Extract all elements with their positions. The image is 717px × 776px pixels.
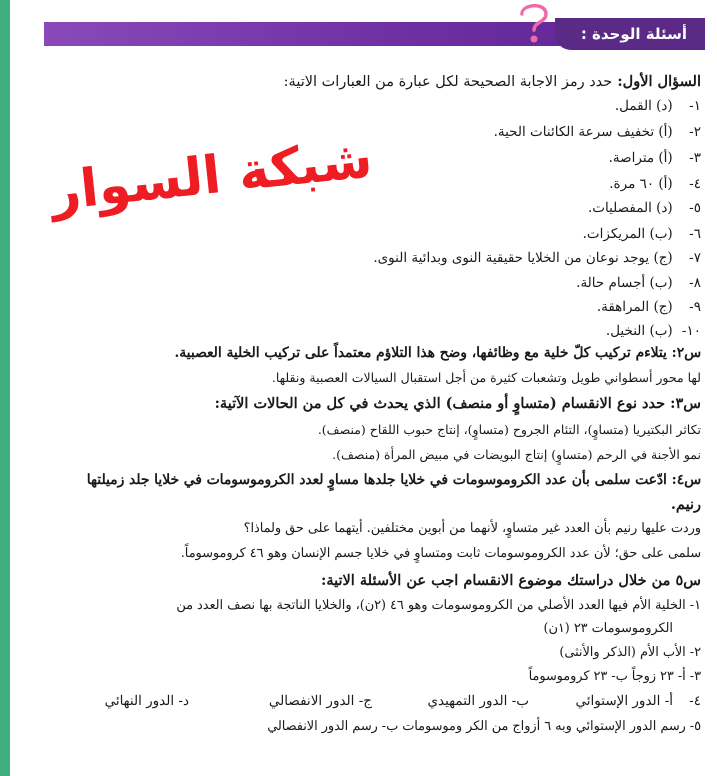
item-text: (ج) المراهقة. (596, 299, 673, 315)
item-number: ٧- (689, 250, 701, 266)
question-mark-icon (512, 0, 556, 46)
q5-item: ٥- رسم الدور الإستوائي وبه ٦ أزواج من الكر وموسومات ب- رسم الدور الانفصالي (267, 719, 701, 734)
q1-heading-line (284, 73, 701, 90)
q5-item-cont: الكروموسومات ٢٣ (١ن) (543, 621, 673, 636)
q5-option-a: أ- الدور الإستوائي (575, 693, 673, 709)
item-number: ١- (689, 98, 701, 114)
q1-item (609, 150, 701, 166)
q5-item-number: ٤- (689, 693, 701, 709)
item-number: ٢- (689, 124, 701, 140)
q4-heading-cont: رنيم. (670, 496, 701, 513)
q1-item (606, 323, 701, 339)
item-text: (أ) تخفيف سرعة الكائنات الحية. (493, 124, 673, 140)
q3-answer-line: تكاثر البكتيريا (متساوٍ)، التئام الجروح (متساوٍ)، إنتاج حبوب اللقاح (منصف). (317, 422, 701, 437)
q3-heading: س٣: حدد نوع الانقسام (متساوٍ أو منصف) الذي يحدث في كل من الحالات الآتية: (214, 395, 701, 412)
item-number: ٥- (689, 200, 701, 216)
watermark-text: شبكة السوار (47, 129, 376, 223)
q5-option-d: د- الدور النهائي (104, 693, 189, 709)
item-number: ١٠- (681, 323, 701, 339)
q2-answer: لها محور أسطواني طويل وتشعبات كثيرة من أجل استقبال السيالات العصبية ونقلها. (271, 370, 701, 385)
q5-option-c: ج- الدور الانفصالي (268, 693, 372, 709)
item-text: (د) القمل. (614, 98, 673, 114)
item-number: ٨- (689, 275, 701, 291)
q5-item: ٢- الأب الأم (الذكر والأنثى) (559, 645, 701, 660)
q5-option-b: ب- الدور التمهيدي (427, 693, 529, 709)
q5-item: ٣- أ- ٢٣ زوجاً ب- ٢٣ كروموسوماً (528, 669, 701, 684)
q1-item (597, 299, 701, 315)
q1-item (583, 226, 701, 242)
item-text: (ب) النخيل. (605, 323, 673, 339)
q1-item (609, 176, 701, 192)
left-accent-strip (0, 0, 10, 776)
item-number: ٤- (689, 176, 701, 192)
q1-item (494, 124, 701, 140)
q1-item (373, 250, 701, 266)
item-number: ٦- (689, 226, 701, 242)
item-text: (ج) يوجد نوعان من الخلايا حقيقية النوى وبدائية النوى. (373, 250, 673, 266)
q1-item (588, 200, 701, 216)
q4-question-line: وردت عليها رنيم بأن العدد غير متساوٍ، لأنهما من أبوين مختلفين. أيتهما على حق ولماذا؟ (243, 521, 701, 536)
q5-heading: س٥ من خلال دراستك موضوع الانقسام اجب عن الأسئلة الاتية: (321, 572, 701, 589)
header-title: أسئلة الوحدة : (580, 25, 687, 43)
item-text: (ب) المريكزات. (582, 226, 673, 242)
q3-answer-line: نمو الأجنة في الرحم (متساوٍ) إنتاج البويضات في مبيض المرأة (منصف). (332, 447, 701, 462)
item-text: (أ) متراصة. (608, 150, 673, 166)
item-text: (أ) ٦٠ مرة. (609, 176, 673, 192)
q5-item: ١- الخلية الأم فيها العدد الأصلي من الكروموسومات وهو ٤٦ (٢ن)، والخلايا الناتجة بها نصف العدد من (176, 598, 701, 613)
q1-instruction: حدد رمز الاجابة الصحيحة لكل عبارة من العبارات الاتية: (283, 74, 613, 90)
q4-heading: س٤: ادّعت سلمى بأن عدد الكروموسومات في خلايا جلدها مساوٍ لعدد الكروموسومات في خلايا جلد زميلتها (86, 472, 701, 488)
item-number: ٩- (689, 299, 701, 315)
item-number: ٣- (689, 150, 701, 166)
q1-item (576, 275, 701, 291)
q1-item (615, 98, 701, 114)
q2-heading: س٢: يتلاءم تركيب كلّ خلية مع وظائفها، وضح هذا التلاؤم معتمداً على تركيب الخلية العصبية. (174, 345, 701, 361)
item-text: (ب) أجسام حالة. (576, 275, 673, 291)
q1-heading: السؤال الأول: (617, 73, 701, 90)
q4-answer-line: سلمى على حق؛ لأن عدد الكروموسومات ثابت ومتساوٍ في خلايا جسم الإنسان وهو ٤٦ كروموسوماً. (180, 546, 701, 561)
item-text: (د) المفصليات. (588, 200, 673, 216)
